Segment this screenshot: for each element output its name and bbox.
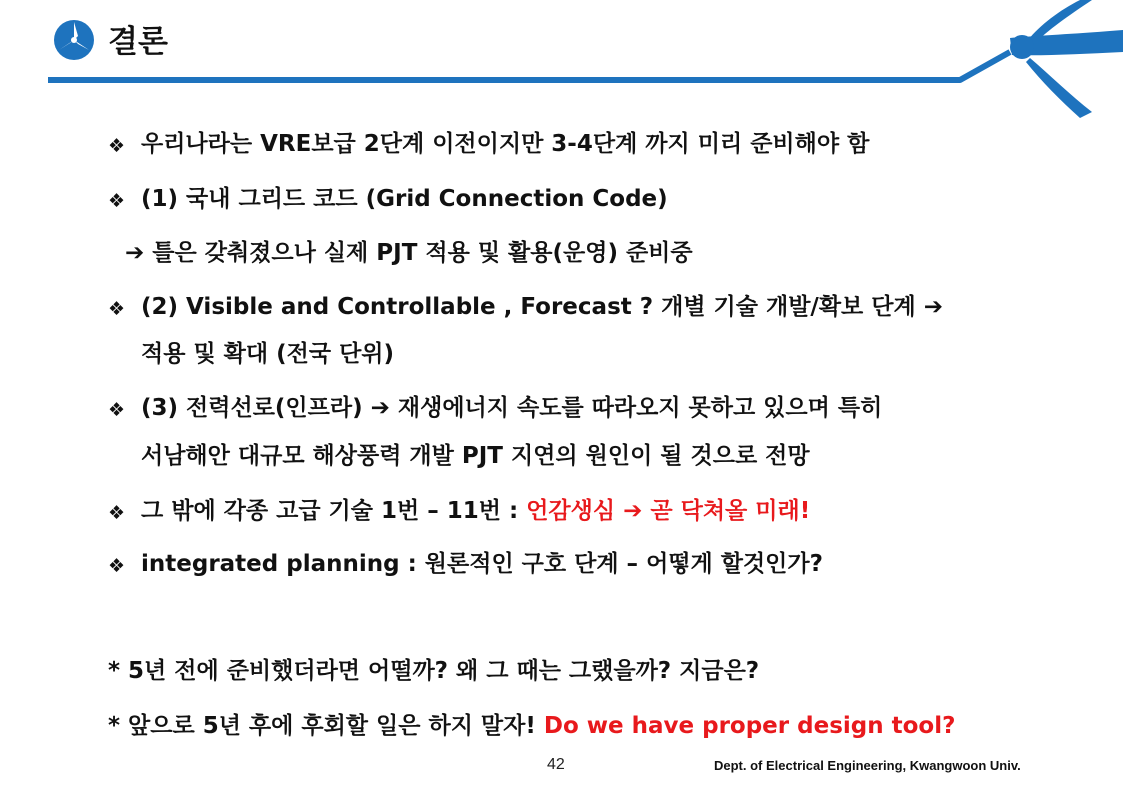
note-text: * 앞으로 5년 후에 후회할 일은 하지 말자! — [108, 713, 536, 739]
bullet-icon: ❖ — [108, 555, 126, 577]
item-text: 재생에너지 속도를 따라오지 못하고 있으며 특히 — [397, 395, 883, 421]
bullet-icon: ❖ — [108, 298, 126, 320]
page-title: 결론 — [108, 24, 168, 60]
item-text: (2) Visible and Controllable , Forecast ? 개별 기술 개발/확보 단계 — [141, 294, 916, 320]
item-text: 그 밖에 각종 고급 기술 1번 – 11번 : — [141, 498, 519, 524]
arrow-icon: ➔ — [125, 240, 145, 266]
bullet-icon: ❖ — [108, 399, 126, 421]
list-item — [125, 237, 693, 269]
arrow-icon: ➔ — [623, 498, 643, 524]
highlight-text: 곧 닥쳐올 미래! — [650, 498, 811, 524]
note-line — [108, 655, 759, 687]
list-item — [141, 183, 668, 215]
bullet-icon: ❖ — [108, 135, 126, 157]
highlight-text: 언감생심 — [526, 498, 616, 524]
header-rule — [0, 0, 1123, 130]
note-text: * 5년 전에 준비했더라면 어떨까? 왜 그 때는 그랬을까? 지금은? — [108, 658, 760, 684]
list-item — [141, 291, 943, 323]
list-item — [141, 128, 869, 160]
list-item-continuation — [141, 338, 394, 370]
bullet-icon: ❖ — [108, 502, 126, 524]
list-item — [141, 392, 882, 424]
wind-turbine-blade-icon — [1010, 0, 1123, 118]
note-line — [108, 710, 955, 742]
item-text: integrated planning : 원론적인 구호 단계 – 어떻게 할것인가? — [141, 551, 823, 577]
item-text: 우리나라는 VRE보급 2단계 이전이지만 3-4단계 까지 미리 준비해야 함 — [141, 131, 870, 157]
item-text: (3) 전력선로(인프라) — [141, 395, 363, 421]
list-item — [141, 495, 810, 527]
arrow-icon: ➔ — [923, 294, 944, 320]
page-number: 42 — [547, 756, 565, 773]
item-text: 적용 및 확대 (전국 단위) — [141, 341, 395, 367]
highlight-text: Do we have proper design tool? — [543, 713, 956, 739]
list-item — [141, 548, 823, 580]
list-item-continuation — [141, 440, 810, 472]
item-text: (1) 국내 그리드 코드 (Grid Connection Code) — [141, 186, 668, 212]
arrow-icon: ➔ — [370, 395, 390, 421]
item-text: 서남해안 대규모 해상풍력 개발 PJT 지연의 원인이 될 것으로 전망 — [141, 443, 810, 469]
wind-turbine-emblem-icon — [52, 18, 96, 62]
footer-department: Dept. of Electrical Engineering, Kwangwoon Univ. — [714, 758, 1021, 773]
item-text: 틀은 갖춰졌으나 실제 PJT 적용 및 활용(운영) 준비중 — [152, 240, 693, 266]
bullet-icon: ❖ — [108, 190, 126, 212]
